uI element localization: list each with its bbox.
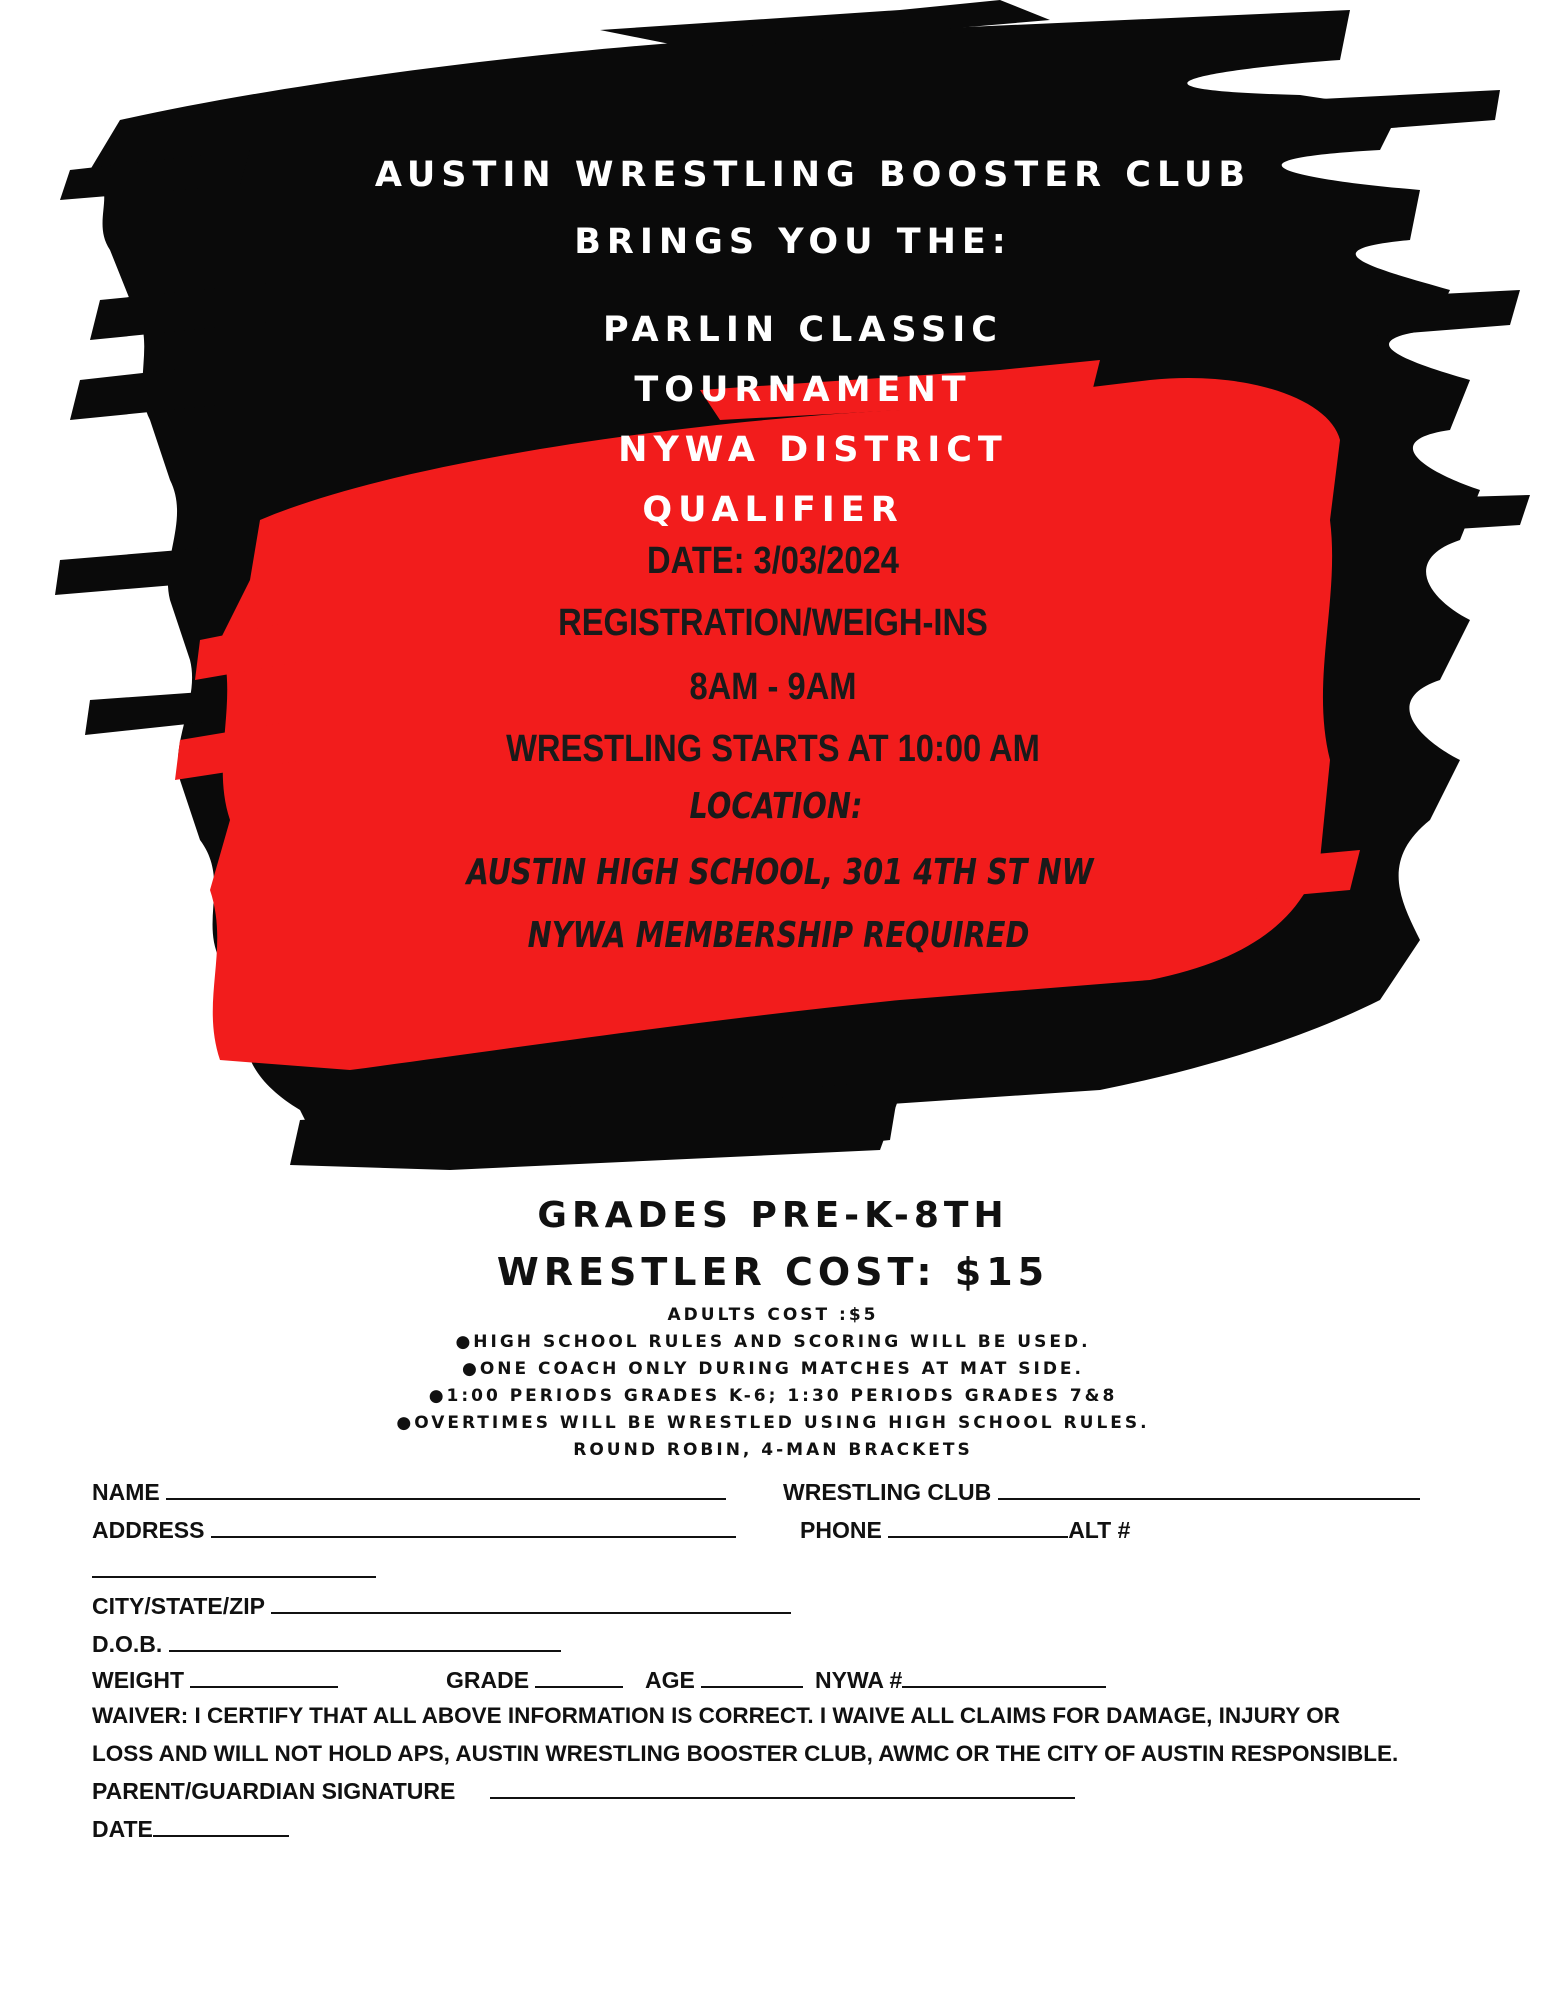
event-reg-time: 8AM - 9AM	[689, 666, 857, 708]
nywa-label: NYWA #	[815, 1667, 903, 1693]
weight-field[interactable]	[92, 1666, 338, 1694]
header-line-tournament: TOURNAMENT	[634, 370, 972, 410]
dob-label: D.O.B.	[92, 1631, 163, 1657]
rule-1: ●HIGH SCHOOL RULES AND SCORING WILL BE USED.	[455, 1332, 1091, 1352]
club-field[interactable]	[783, 1478, 1420, 1506]
header-line-brings: BRINGS YOU THE:	[574, 222, 1012, 262]
phone-field[interactable]	[800, 1516, 1130, 1544]
signature-line[interactable]	[490, 1777, 1075, 1799]
event-location-label: LOCATION:	[689, 786, 863, 827]
age-field[interactable]	[645, 1666, 803, 1694]
adults-cost: ADULTS COST :$5	[667, 1305, 879, 1325]
waiver-line-1: WAIVER: I CERTIFY THAT ALL ABOVE INFORMATION IS CORRECT. I WAIVE ALL CLAIMS FOR DAMAGE, INJURY OR	[92, 1703, 1340, 1728]
alt-label: ALT #	[1068, 1517, 1131, 1543]
address-line[interactable]	[211, 1516, 736, 1538]
city-field[interactable]	[92, 1592, 791, 1620]
rule-3: ●1:00 PERIODS GRADES K-6; 1:30 PERIODS GRADES 7&8	[428, 1386, 1118, 1406]
event-membership: NYWA MEMBERSHIP REQUIRED	[527, 915, 1030, 956]
signature-label: PARENT/GUARDIAN SIGNATURE	[92, 1778, 456, 1804]
age-label: AGE	[645, 1667, 695, 1693]
event-location: AUSTIN HIGH SCHOOL, 301 4TH ST NW	[466, 852, 1094, 893]
grades-heading: GRADES PRE-K-8TH	[537, 1195, 1009, 1236]
address-label: ADDRESS	[92, 1517, 205, 1543]
name-line[interactable]	[166, 1478, 726, 1500]
rule-2: ●ONE COACH ONLY DURING MATCHES AT MAT SIDE.	[461, 1359, 1085, 1379]
rule-4: ●OVERTIMES WILL BE WRESTLED USING HIGH SCHOOL RULES.	[396, 1413, 1150, 1433]
name-label: NAME	[92, 1479, 160, 1505]
header-line-qualifier: QUALIFIER	[642, 490, 904, 530]
header-line-district: NYWA DISTRICT	[618, 430, 1008, 470]
alt-phone-line-field[interactable]	[92, 1556, 376, 1584]
alt-phone-line[interactable]	[92, 1556, 376, 1578]
dob-field[interactable]	[92, 1630, 561, 1658]
grade-label: GRADE	[446, 1667, 530, 1693]
brackets-note: ROUND ROBIN, 4-MAN BRACKETS	[573, 1440, 973, 1460]
grade-line[interactable]	[535, 1666, 623, 1688]
header-line-club: AUSTIN WRESTLING BOOSTER CLUB	[374, 155, 1252, 195]
club-line[interactable]	[998, 1478, 1420, 1500]
address-field[interactable]	[92, 1516, 736, 1544]
waiver-line-2: LOSS AND WILL NOT HOLD APS, AUSTIN WRESTLING BOOSTER CLUB, AWMC OR THE CITY OF AUSTIN RESPONSIBLE.	[92, 1741, 1399, 1766]
grade-field[interactable]	[446, 1666, 623, 1694]
age-line[interactable]	[701, 1666, 803, 1688]
event-start-time: WRESTLING STARTS AT 10:00 AM	[506, 728, 1040, 770]
event-date: DATE: 3/03/2024	[647, 540, 899, 582]
name-field[interactable]	[92, 1478, 726, 1506]
signature-field[interactable]	[92, 1777, 1075, 1805]
weight-line[interactable]	[190, 1666, 338, 1688]
wrestler-cost-heading: WRESTLER COST: $15	[496, 1250, 1050, 1294]
city-label: CITY/STATE/ZIP	[92, 1593, 265, 1619]
phone-label: PHONE	[800, 1517, 882, 1543]
dob-line[interactable]	[169, 1630, 561, 1652]
header-line-parlin: PARLIN CLASSIC	[603, 310, 1003, 350]
club-label: WRESTLING CLUB	[783, 1479, 992, 1505]
city-line[interactable]	[271, 1592, 791, 1614]
event-registration: REGISTRATION/WEIGH-INS	[558, 602, 988, 644]
nywa-line[interactable]	[902, 1666, 1106, 1688]
date-label: DATE	[92, 1816, 153, 1842]
date-line[interactable]	[153, 1815, 289, 1837]
weight-label: WEIGHT	[92, 1667, 184, 1693]
phone-line[interactable]	[888, 1516, 1068, 1538]
nywa-field[interactable]	[815, 1666, 1106, 1694]
date-field[interactable]	[92, 1815, 289, 1843]
